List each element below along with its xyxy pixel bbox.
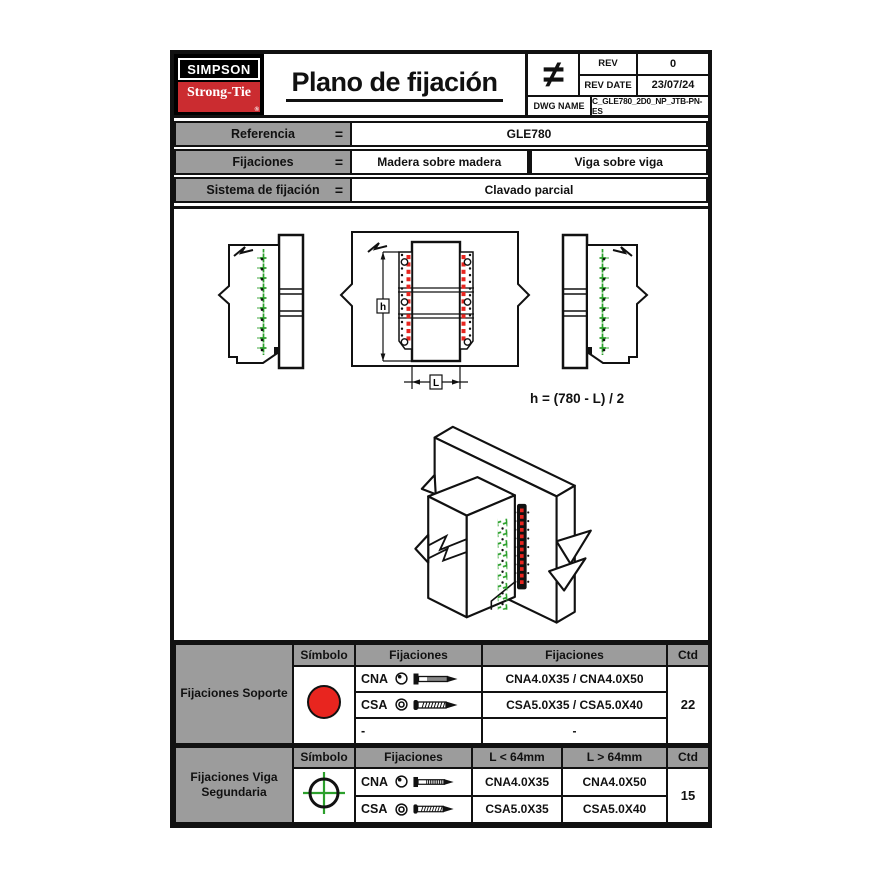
sistema-value: Clavado parcial bbox=[352, 177, 708, 203]
support-symbol-icon bbox=[304, 682, 344, 722]
dwg-name-label: DWG NAME bbox=[528, 97, 592, 115]
fijaciones-values bbox=[352, 149, 708, 175]
secondary-table-label: Fijaciones Viga Segundaria bbox=[175, 746, 293, 823]
cna-code: CNA bbox=[361, 671, 389, 686]
secondary-csa-short: CSA5.0X35 bbox=[472, 796, 562, 824]
sheet-header bbox=[174, 54, 708, 118]
revision-rows bbox=[580, 54, 708, 95]
drawing-sheet bbox=[170, 50, 712, 828]
csa-screw-icon bbox=[413, 802, 455, 816]
csa-code: CSA bbox=[361, 802, 388, 817]
support-csa-cell bbox=[355, 692, 482, 718]
cna-nail-icon bbox=[413, 775, 455, 789]
support-fixings-table bbox=[174, 643, 710, 745]
cna-head-icon bbox=[395, 672, 408, 685]
secondary-csa-long: CSA5.0X40 bbox=[562, 796, 667, 824]
secondary-symbol-cell bbox=[293, 768, 355, 823]
support-empty-spec: - bbox=[482, 718, 667, 744]
empty-code: - bbox=[361, 723, 366, 738]
fijaciones-row bbox=[174, 149, 708, 175]
equals-icon: = bbox=[334, 182, 343, 198]
registered-mark: ® bbox=[254, 107, 259, 113]
cna-code: CNA bbox=[361, 774, 389, 789]
support-header-fijaciones-1: Fijaciones bbox=[355, 644, 482, 666]
fijaciones-label-text: Fijaciones bbox=[232, 155, 294, 169]
dim-l-label: L bbox=[432, 378, 440, 389]
secondary-cna-long: CNA4.0X50 bbox=[562, 768, 667, 796]
csa-code: CSA bbox=[361, 697, 388, 712]
side-view-right-drawing bbox=[560, 233, 652, 373]
fijaciones-label bbox=[174, 149, 352, 175]
fijaciones-value-1: Madera sobre madera bbox=[352, 149, 529, 175]
page-title: Plano de fijación bbox=[286, 67, 502, 102]
rev-date-value: 23/07/24 bbox=[651, 79, 695, 92]
support-csa-spec: CSA5.0X35 / CSA5.0X40 bbox=[482, 692, 667, 718]
reference-row bbox=[174, 121, 708, 147]
referencia-label-text: Referencia bbox=[231, 127, 295, 141]
front-view-drawing bbox=[338, 224, 534, 424]
cna-head-icon bbox=[395, 775, 408, 788]
logo-simpson-text: SIMPSON bbox=[178, 58, 260, 80]
support-count: 22 bbox=[667, 666, 709, 744]
revision-block-top bbox=[528, 54, 708, 97]
side-view-left-drawing bbox=[214, 233, 306, 373]
logo-strongtie-label: Strong-Tie bbox=[186, 85, 252, 100]
support-header-fijaciones-2: Fijaciones bbox=[482, 644, 667, 666]
equals-icon: = bbox=[334, 126, 343, 142]
secondary-header-l-long: L > 64mm bbox=[562, 746, 667, 768]
support-symbol-cell bbox=[293, 666, 355, 744]
reference-table bbox=[174, 118, 708, 206]
support-empty-cell bbox=[355, 718, 482, 744]
support-header-simbolo: Símbolo bbox=[293, 644, 355, 666]
sistema-label-text: Sistema de fijación bbox=[206, 183, 320, 197]
drawing-area bbox=[174, 206, 708, 640]
dim-h-label: h bbox=[379, 302, 387, 313]
rev-label: REV bbox=[580, 54, 638, 74]
sistema-row bbox=[174, 177, 708, 203]
secondary-cna-short: CNA4.0X35 bbox=[472, 768, 562, 796]
fijaciones-value-2: Viga sobre viga bbox=[529, 149, 709, 175]
dwg-name-row bbox=[528, 97, 708, 115]
referencia-label bbox=[174, 121, 352, 147]
secondary-header-l-short: L < 64mm bbox=[472, 746, 562, 768]
sistema-values bbox=[352, 177, 708, 203]
rev-row bbox=[580, 54, 708, 76]
secondary-csa-cell bbox=[355, 796, 472, 824]
rev-date-row bbox=[580, 76, 708, 96]
title-area bbox=[264, 54, 528, 115]
dwg-name-value: C_GLE780_2D0_NP_JTB-PN-ES bbox=[592, 96, 703, 116]
rev-value: 0 bbox=[669, 57, 677, 70]
fastener-tables bbox=[174, 640, 708, 825]
secondary-count: 15 bbox=[667, 768, 709, 823]
rev-date-label: REV DATE bbox=[580, 76, 638, 96]
support-header-ctd: Ctd bbox=[667, 644, 709, 666]
referencia-value: GLE780 bbox=[352, 121, 708, 147]
csa-screw-icon bbox=[413, 698, 459, 712]
height-formula: h = (780 - L) / 2 bbox=[530, 391, 625, 406]
isometric-view-drawing bbox=[412, 414, 622, 629]
simpson-strongtie-logo bbox=[174, 54, 264, 115]
secondary-cna-cell bbox=[355, 768, 472, 796]
secondary-header-simbolo: Símbolo bbox=[293, 746, 355, 768]
secondary-symbol-icon bbox=[300, 769, 348, 817]
logo-strongtie-text bbox=[178, 82, 260, 112]
cna-nail-icon bbox=[413, 672, 459, 686]
csa-head-icon bbox=[395, 803, 408, 816]
csa-head-icon bbox=[395, 698, 408, 711]
support-cna-cell bbox=[355, 666, 482, 692]
equals-icon: = bbox=[334, 154, 343, 170]
referencia-values bbox=[352, 121, 708, 147]
secondary-header-ctd: Ctd bbox=[667, 746, 709, 768]
secondary-beam-fixings-table bbox=[174, 745, 710, 825]
support-cna-spec: CNA4.0X35 / CNA4.0X50 bbox=[482, 666, 667, 692]
sistema-label bbox=[174, 177, 352, 203]
secondary-header-fijaciones: Fijaciones bbox=[355, 746, 472, 768]
not-equal-icon: ≠ bbox=[528, 54, 580, 95]
support-table-label: Fijaciones Soporte bbox=[175, 644, 293, 744]
revision-block bbox=[528, 54, 708, 115]
